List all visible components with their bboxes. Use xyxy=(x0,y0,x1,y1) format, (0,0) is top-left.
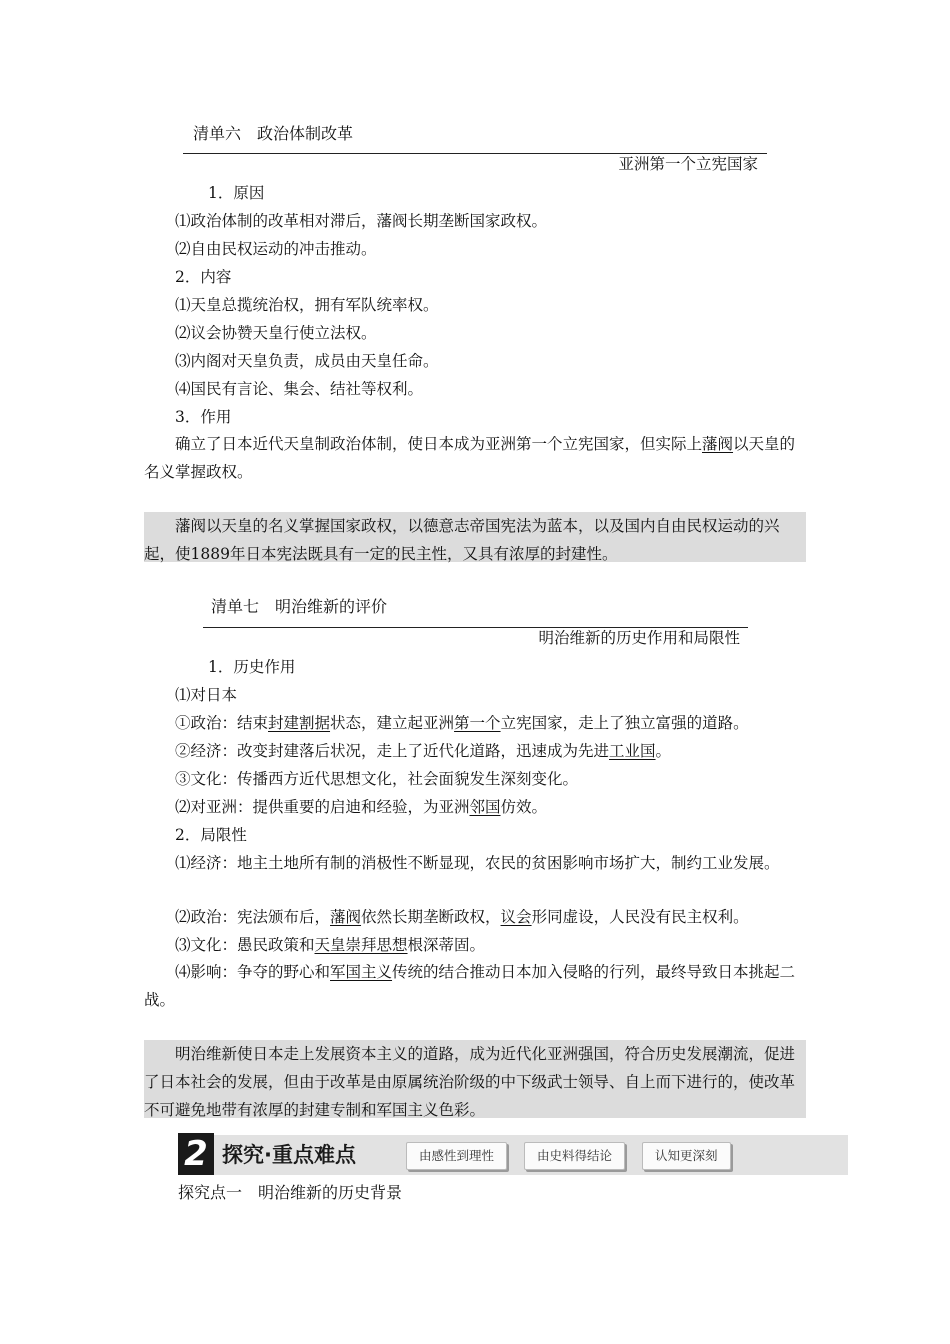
summary-note: 明治维新使日本走上发展资本主义的道路，成为近代化亚洲强国，符合历史发展潮流，促进了日本社会的发展，但由于改革是由原属统治阶级的中下级武士领导、自上而下进行的，使改革不可避免地带有浓厚的封建专制和军国主义色彩。 xyxy=(144,1040,806,1118)
list-item: ⑴对日本 xyxy=(175,686,238,704)
list-item: ⑴政治体制的改革相对滞后，藩阀长期垄断国家政权。 xyxy=(175,212,548,230)
summary-note: 藩阀以天皇的名义掌握国家政权，以德意志帝国宪法为蓝本，以及国内自由民权运动的兴起，使1889年日本宪法既具有一定的民主性，又具有浓厚的封建性。 xyxy=(144,512,806,562)
section-banner xyxy=(178,1135,848,1175)
item-heading: 2．内容 xyxy=(175,268,232,286)
list-item: ⑵政治：宪法颁布后，藩阀依然长期垄断政权，议会形同虚设，人民没有民主权利。 xyxy=(175,908,749,926)
tab-sources-to-conclusion[interactable]: 由史料得结论 xyxy=(524,1142,625,1170)
paragraph: 确立了日本近代天皇制政治体制，使日本成为亚洲第一个立宪国家，但实际上藩阀以天皇的名义掌握政权。 xyxy=(144,435,796,481)
list-item: ⑵议会协赞天皇行使立法权。 xyxy=(175,324,377,342)
list-item: ⑷影响：争夺的野心和军国主义传统的结合推动日本加入侵略的行列，最终导致日本挑起二战。 xyxy=(144,963,796,1009)
section-subtitle: 明治维新的历史作用和局限性 xyxy=(538,629,740,647)
list-item: ⑴经济：地主土地所有制的消极性不断显现，农民的贫困影响市场扩大，制约工业发展。 xyxy=(175,854,780,872)
explore-point-title: 探究点一 明治维新的历史背景 xyxy=(178,1183,403,1202)
tab-perceptual-to-rational[interactable]: 由感性到理性 xyxy=(406,1142,507,1170)
banner-title: 探究·重点难点 xyxy=(222,1143,356,1167)
tab-deeper-understanding[interactable]: 认知更深刻 xyxy=(642,1142,731,1170)
list-item: ⑶文化：愚民政策和天皇崇拜思想根深蒂固。 xyxy=(175,936,486,954)
item-heading: 1．历史作用 xyxy=(208,658,296,676)
list-item: ②经济：改变封建落后状况，走上了近代化道路，迅速成为先进工业国。 xyxy=(175,742,672,760)
list-item: ⑵自由民权运动的冲击推动。 xyxy=(175,240,377,258)
item-heading: 3．作用 xyxy=(175,408,232,426)
section-subtitle: 亚洲第一个立宪国家 xyxy=(618,155,758,173)
list-item: ⑴天皇总揽统治权，拥有军队统率权。 xyxy=(175,296,439,314)
section-heading: 清单七 明治维新的评价 xyxy=(211,597,388,616)
list-item: ⑶内阁对天皇负责，成员由天皇任命。 xyxy=(175,352,439,370)
list-item: ⑷国民有言论、集会、结社等权利。 xyxy=(175,380,424,398)
list-item: ⑵对亚洲：提供重要的启迪和经验，为亚洲邻国仿效。 xyxy=(175,798,548,816)
list-item: ③文化：传播西方近代思想文化，社会面貌发生深刻变化。 xyxy=(175,770,579,788)
item-heading: 1．原因 xyxy=(208,184,265,202)
section-heading: 清单六 政治体制改革 xyxy=(193,124,354,143)
list-item: ①政治：结束封建割据状态，建立起亚洲第一个立宪国家，走上了独立富强的道路。 xyxy=(175,714,749,732)
section-number-badge: 2 xyxy=(178,1133,214,1175)
item-heading: 2．局限性 xyxy=(175,826,247,844)
